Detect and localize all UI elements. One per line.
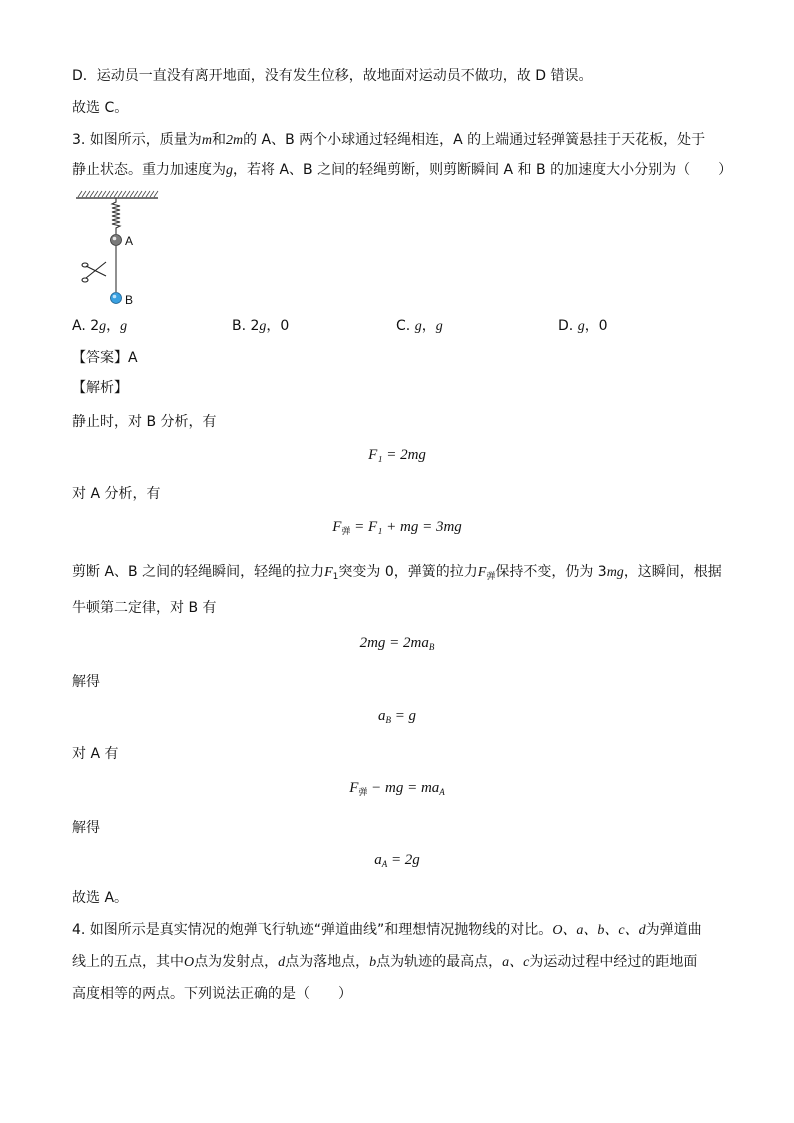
question-3-line-1: 3. 如图所示，质量为m和2m的 A、B 两个小球通过轻绳相连，A 的上端通过轻弹簧悬挂于天花板，处于 bbox=[72, 132, 706, 148]
ball-a-label: A bbox=[125, 234, 134, 248]
equation-5: $F_弹$ − mg = $ma_A$ bbox=[349, 780, 445, 797]
cut-rope-line: 剪断 A、B 之间的轻绳瞬间，轻绳的拉力$F_1$突变为 0，弹簧的拉力$F_弹$保持不变，仍为 3mg，这瞬间，根据 bbox=[72, 564, 722, 582]
equation-6: $a_A = 2g$ bbox=[374, 852, 420, 869]
option-a: A. 2g，g bbox=[72, 318, 128, 334]
for-a-line: 对 A 分析，有 bbox=[72, 486, 161, 502]
spring-balls-figure bbox=[72, 188, 172, 310]
question-4-line-2: 线上的五点，其中O点为发射点，d点为落地点，b点为轨迹的最高点，a、c为运动过程中经过的距地面 bbox=[72, 954, 698, 970]
scissors-icon bbox=[82, 262, 106, 282]
question-4-line-3: 高度相等的两点。下列说法正确的是（ ） bbox=[72, 986, 352, 1002]
analysis-heading: 【解析】 bbox=[72, 380, 128, 396]
question-4-line-1: 4. 如图所示是真实情况的炮弹飞行轨迹“弹道曲线”和理想情况抛物线的对比。O、a、b、c、d为弹道曲 bbox=[72, 922, 702, 938]
choose-c-line: 故选 C。 bbox=[72, 100, 129, 116]
newton-line: 牛顿第二定律，对 B 有 bbox=[72, 600, 217, 616]
equation-2: $F_弹 = F_1$ + mg = 3mg bbox=[332, 519, 462, 536]
for-a2-line: 对 A 有 bbox=[72, 746, 119, 762]
ball-b bbox=[111, 293, 122, 304]
option-c: C. g，g bbox=[396, 318, 443, 334]
question-3-line-2: 静止状态。重力加速度为g，若将 A、B 之间的轻绳剪断，则剪断瞬间 A 和 B 的加速度大小分别为（ ） bbox=[72, 162, 733, 178]
option-d-explanation: D．运动员一直没有离开地面，没有发生位移，故地面对运动员不做功，故 D 错误。 bbox=[72, 68, 593, 84]
equation-3: $2mg = 2ma_B$ bbox=[359, 635, 435, 652]
ball-a bbox=[111, 235, 122, 246]
ceiling bbox=[76, 191, 158, 198]
solve-line-1: 解得 bbox=[72, 674, 100, 690]
option-b: B. 2g，0 bbox=[232, 318, 290, 334]
equation-4: $a_B = g$ bbox=[377, 708, 417, 725]
spring bbox=[112, 198, 120, 234]
solve-line-2: 解得 bbox=[72, 820, 100, 836]
option-d: D. g，0 bbox=[558, 318, 608, 334]
ball-b-label: B bbox=[125, 293, 134, 307]
equation-1: F₁ = 2mg bbox=[368, 447, 426, 463]
static-b-line: 静止时，对 B 分析，有 bbox=[72, 414, 217, 430]
answer-line: 【答案】A bbox=[72, 350, 138, 366]
choose-a-line: 故选 A。 bbox=[72, 890, 129, 906]
